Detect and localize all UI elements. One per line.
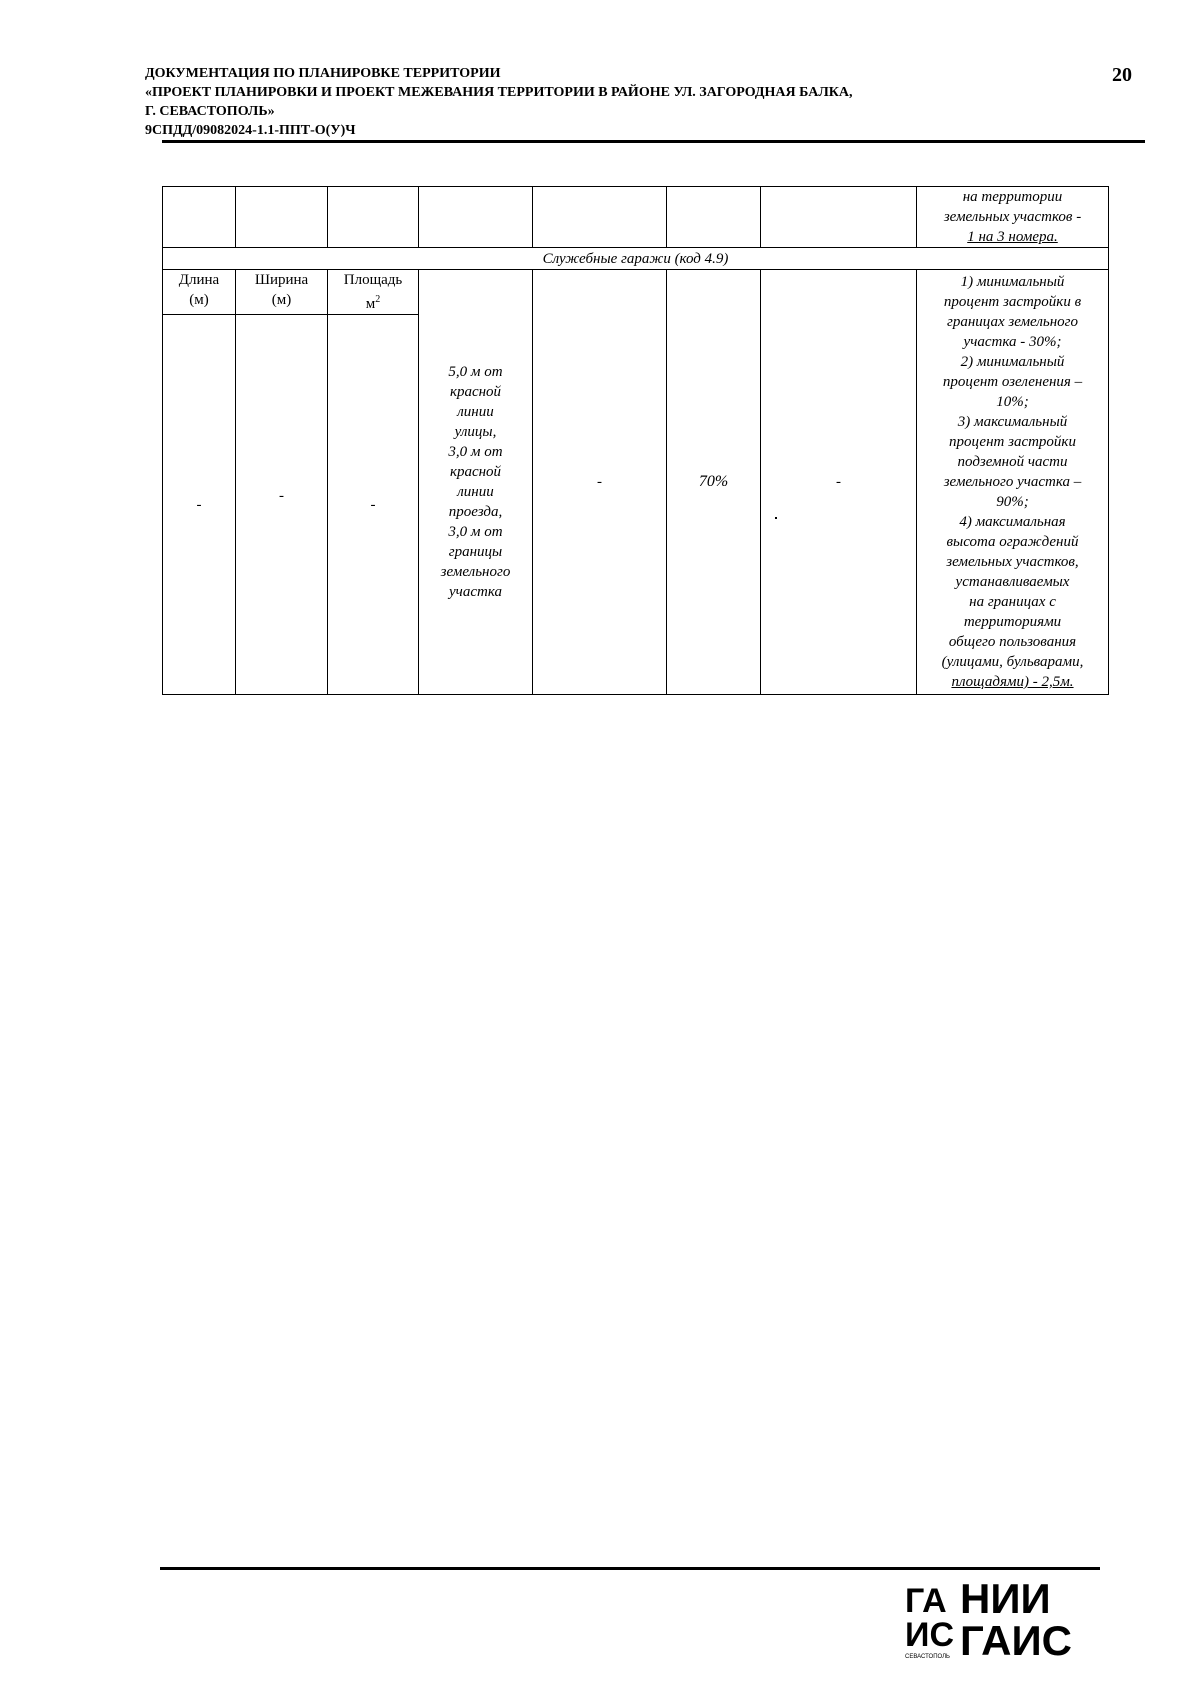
text-line: на территории: [962, 189, 1063, 205]
header-length: [163, 270, 236, 315]
logo-text-top: НИИ: [960, 1575, 1051, 1622]
header-line-2: «ПРОЕКТ ПЛАНИРОВКИ И ПРОЕКТ МЕЖЕВАНИЯ ТЕРРИТОРИИ В РАЙОНЕ УЛ. ЗАГОРОДНАЯ БАЛКА,: [145, 85, 853, 100]
requirements-cell: [917, 270, 1109, 695]
text-line: процент озеленения –: [942, 374, 1083, 390]
header-length-unit: (м): [189, 292, 209, 308]
length-value: -: [163, 315, 236, 695]
section-row: [163, 248, 1109, 270]
header-line-1: ДОКУМЕНТАЦИЯ ПО ПЛАНИРОВКЕ ТЕРРИТОРИИ: [145, 66, 501, 81]
setback-cell: [419, 270, 533, 695]
text-line: линии: [457, 404, 494, 420]
text-line: на границах с: [969, 594, 1056, 610]
text-line: 3,0 м от: [448, 524, 503, 540]
text-line: земельного участка –: [943, 474, 1082, 490]
subheader-row: [163, 270, 1109, 315]
text-line: процент застройки в: [943, 294, 1082, 310]
text-line: 3) максимальный: [957, 414, 1068, 430]
area-value: -: [328, 315, 419, 695]
text-line: границах земельного: [946, 314, 1079, 330]
header-line-4: 9СПДД/09082024-1.1-ППТ-О(У)Ч: [145, 123, 356, 138]
text-line: (улицами, бульварами,: [941, 654, 1084, 670]
footer-divider: [160, 1567, 1100, 1570]
section-title: Служебные гаражи (код 4.9): [163, 248, 1109, 270]
logo-emblem-top: ГА: [905, 1582, 947, 1620]
logo-caption: СЕВАСТОПОЛЬ: [905, 1654, 950, 1660]
header-width-unit: (м): [271, 292, 292, 308]
logo-emblem-icon: [905, 1578, 957, 1666]
text-line: подземной части: [957, 454, 1068, 470]
text-line: земельного: [440, 564, 511, 580]
text-line: 4) максимальная: [959, 514, 1066, 530]
logo-text-bottom: ГАИС: [960, 1617, 1073, 1664]
logo-emblem-bottom: ИС: [905, 1616, 954, 1654]
continuation-cell: [917, 187, 1109, 248]
width-value: -: [236, 315, 328, 695]
text-line: улицы,: [454, 424, 497, 440]
page-number: 20: [1112, 64, 1132, 86]
text-line: участка: [449, 584, 502, 600]
document-header: [145, 64, 1135, 140]
col5-value: -: [533, 270, 667, 695]
header-title-block: [145, 64, 1135, 140]
text-line: 1) минимальный: [960, 274, 1065, 290]
text-line: 90%;: [996, 494, 1029, 510]
text-line: устанавливаемых: [955, 574, 1070, 590]
text-line: территориями: [963, 614, 1062, 630]
scan-artifact-dot: [775, 517, 777, 519]
header-area-label: Площадь: [343, 272, 403, 288]
text-line: процент застройки: [949, 434, 1076, 450]
text-line: 10%;: [996, 394, 1029, 410]
text-line: 5,0 м от: [448, 364, 503, 380]
regulations-table: [162, 186, 1109, 695]
text-line: линии: [457, 484, 494, 500]
text-line: участка - 30%;: [963, 334, 1062, 350]
col7-value: -: [761, 270, 917, 695]
text-line: высота ограждений: [946, 534, 1079, 550]
header-area: [328, 270, 419, 315]
text-line: 1 на 3 номера.: [967, 229, 1058, 245]
header-width: [236, 270, 328, 315]
percent-value: 70%: [667, 270, 761, 695]
header-line-3: Г. СЕВАСТОПОЛЬ»: [145, 104, 275, 119]
header-divider: [162, 140, 1145, 143]
text-line: земельных участков -: [943, 209, 1082, 225]
text-line: красной: [449, 384, 502, 400]
text-line: проезда,: [448, 504, 503, 520]
text-line: общего пользования: [948, 634, 1077, 650]
company-logo: [905, 1575, 1085, 1666]
text-line: площадями) - 2,5м.: [951, 674, 1074, 690]
text-line: земельных участков,: [946, 554, 1079, 570]
continuation-row: [163, 187, 1109, 248]
text-line: 2) минимальный: [960, 354, 1065, 370]
text-line: красной: [449, 464, 502, 480]
header-width-label: Ширина: [254, 272, 309, 288]
text-line: 3,0 м от: [448, 444, 503, 460]
header-length-label: Длина: [178, 272, 220, 288]
header-area-unit: $м^2$: [365, 294, 381, 312]
text-line: границы: [448, 544, 503, 560]
